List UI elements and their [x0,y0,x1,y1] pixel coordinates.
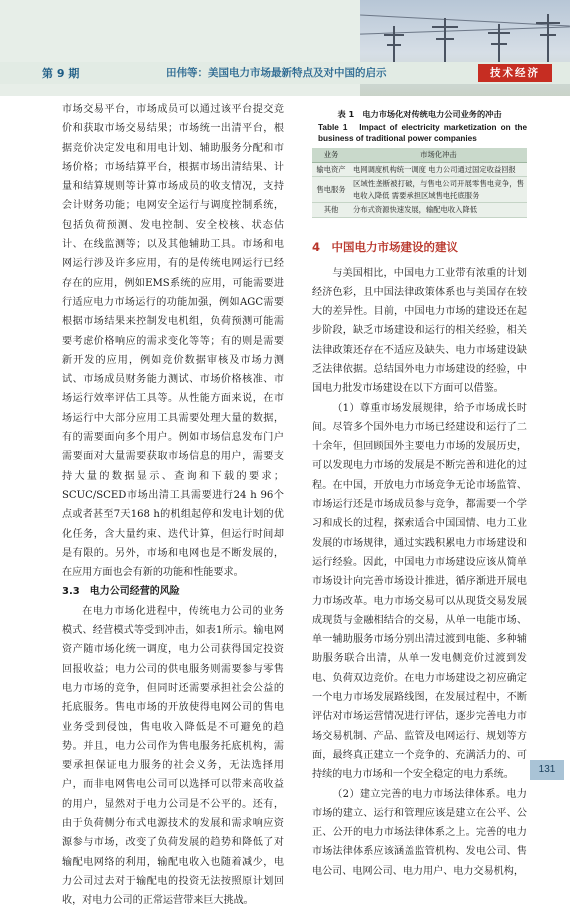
section-heading: 4 中国电力市场建设的建议 [312,239,459,254]
body-paragraph: 与美国相比，中国电力工业带有浓重的计划经济色彩，且中国法律政策体系也与美国存在较大的差异性。目前，中国电力市场的建设还在起步阶段，缺乏市场建设和运行的相关经验，相关法律政策还存在不适应及缺失、电力市场建设缺乏法律依据。总结国外电力市场建设的经验，中国电力批发市场建设在以下方面可以借鉴。 [312,267,527,395]
table-cell-impact: 区域性垄断被打破，与售电公司开展零售电竞争，售电收入降低 需要承担区域售电托底服务 [350,177,527,203]
page-number: 131 [530,760,564,780]
body-paragraph: 在电力市场化进程中，传统电力公司的业务模式、经营模式等受到冲击，如表1所示。输电网资产随市场化统一调度，电力公司获得国定投资回报收益；电力公司的供电服务则需要参与零售电力市场的竞争，但同时还需要承担社会公益的托底服务。售电市场的开放使得电网公司的售电业务受到侵蚀，售电收入降低是不可避免的趋势。并且，电力公司作为售电服务托底机构，需要承担保证电力服务的社会义务，无法选择用户，而非电网售电公司可以选择可以带来高收益的用户，显然对于电力公司是不公平的。还有，由于负荷侧分布式电源技术的发展和需求响应资源参与市场，改变了负荷发展的趋势和降低了对输配电网络的利用，输配电收入也随着减少，电力公司过去对于输配电的投资无法按照原计划回收，对电力公司的正常运营带来巨大挑战。 [62,605,284,907]
table-caption-cn: 表 1 电力市场化对传统电力公司业务的冲击 [337,109,502,119]
table-row [312,162,527,177]
subsection-heading: 3.3 电力公司经营的风险 [62,586,180,598]
table-header-impact: 市场化冲击 [350,148,527,162]
table-cell-impact: 电网调度机构统一调度 电力公司通过国定收益回报 [350,162,527,177]
impact-table [312,148,527,218]
right-column [312,100,527,881]
table-header-business: 业务 [312,148,350,162]
left-column [62,100,284,910]
body-paragraph: 市场交易平台，市场成员可以通过该平台提交竞价和获取市场交易结果；市场统一出清平台，根据竞价决定发电和用电计划、辅助服务分配和市场价格；市场结算平台，根据市场出清结果、计量和结算规则等计算市场成员的收支情况，支持会计财务功能；电网安全运行与调度控制系统，包括负荷预测、发电控制、安全校核、状态估计、在线监测等；以及其他辅助工具。市场和电网运行涉及许多应用，有的是传统电网运行已经存在的应用，例如EMS系统的应用，可能需要进行适应电力市场运行的功能加强，例如AGC需要根据市场结果来控制发电机组，负荷预测可能需要考虑价格响应的需求变化等等；有的则是需要新开发的应用，例如竞价数据审核及市场力测试、市场成员财务能力测试、市场价格核准、市场运行效率评估工具等。从性能方面来说，在市场运行中大部分应用工具需要处理大量的数据，有的需要面向多个用户。例如市场信息发布门户需要面对大量需要获取市场信息的用户，需要支持大量的数据显示、查询和下载的要求；SCUC/SCED市场出清工具需要进行24 h 96个点或者甚至7天168 h的机组起停和发电计划的优化任务，含大量约束、迭代计算，但运行时间却是有限的。另外，市场和电网也是不断发展的，在应用方面也会有新的功能和性能要求。 [62,104,284,579]
table-row [312,203,527,218]
running-title: 田伟等：美国电力市场最新特点及对中国的启示 [166,67,387,79]
body-paragraph: （2）建立完善的电力市场法律体系。电力市场的建立、运行和管理应该是建立在公平、公正、公开的电力市场法律体系之上。完善的电力市场法律体系应该涵盖监管机构、发电公司、售电公司、电网公司、电力用户、电力交易机构， [312,788,527,877]
table-cell-business: 售电服务 [312,177,350,203]
body-paragraph: （1）尊重市场发展规律，给予市场成长时间。尽管多个国外电力市场已经建设和运行了二十余年，但回顾国外主要电力市场的发展历史，可以发现电力市场的发展是不断完善和进化的过程。在中国，开放电力市场竞争无论市场监管、市场运行还是市场成员参与竞争，都需要一个学习和成长的过程，探索适合中国国情、电力工业发展的市场规律，通过实践积累电力市场建设和运行经验。因此，中国电力市场建设应该从简单市场设计向完善市场设计推进，循序渐进开展电力市场改革。电力市场交易可以从现货交易发展成现货与金融相结合的交易，从单一电能市场、单一辅助服务市场分别出清过渡到电能、多种辅助服务联合出清，从单一发电侧竞价过渡到发电、负荷双边竞价。在电力市场建设之初应确定一个电力市场发展路线图，在发展过程中，不断评估对市场运营情况进行评估，逐步完善电力市场交易机制、产品、监管及电网运行、规划等方面，最终真正建立一个竞争的、充满活力的、可持续的电力市场和一个安全稳定的电力系统。 [312,402,527,781]
table-caption-en: Table 1 Impact of electricity marketization on the business of traditional power companies [318,123,527,143]
table-cell-business: 输电资产 [312,162,350,177]
table-cell-impact: 分布式资源快速发展，输配电收入降低 [350,203,527,218]
section-badge: 技术经济 [478,64,552,82]
page-header [0,0,570,96]
table-block [312,108,527,218]
table-row [312,177,527,203]
table-cell-business: 其他 [312,203,350,218]
issue-number: 第 9 期 [42,67,80,80]
